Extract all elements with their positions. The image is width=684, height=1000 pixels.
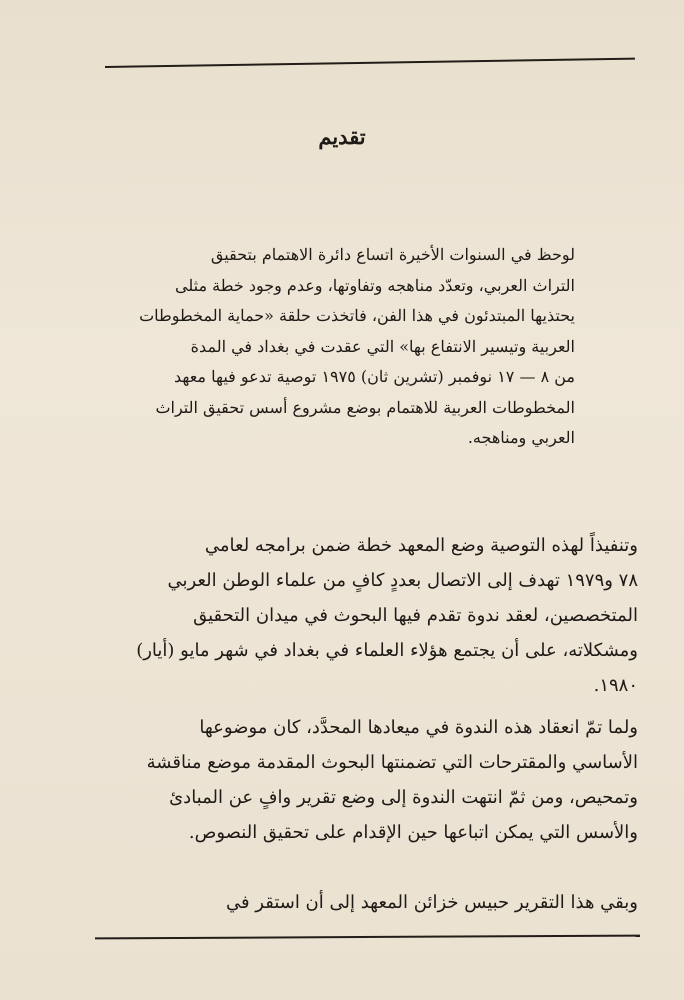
text-line: من ٨ — ١٧ نوفمبر (تشرين ثان) ١٩٧٥ توصية تدعو فيها معهد [173,367,575,386]
text-line: ومشكلاته، على أن يجتمع هؤلاء العلماء في بغداد في شهر مايو (أيار) [136,640,638,661]
top-divider-line [105,58,635,68]
text-line: يحتذيها المبتدئون في هذا الفن، فاتخذت حلقة «حماية المخطوطات [139,306,575,325]
text-line: المخطوطات العربية للاهتمام بوضع مشروع أسس تحقيق التراث [155,397,575,417]
text-line: ١٩٨٠. [593,675,638,696]
bottom-divider-line [95,935,640,940]
page-heading: تقديم [318,124,366,149]
text-line: الأساسي والمقترحات التي تضمنتها البحوث المقدمة موضع مناقشة [146,752,638,773]
text-line: وتنفيذاً لهذه التوصية وضع المعهد خطة ضمن برامجه لعامي [204,535,638,556]
text-line: والأسس التي يمكن اتباعها حين الإقدام على تحقيق النصوص. [188,822,638,843]
text-line: وتمحيص، ومن ثمّ انتهت الندوة إلى وضع تقرير وافٍ عن المبادئ [169,787,638,808]
text-line: المتخصصين، لعقد ندوة تقدم فيها البحوث في ميدان التحقيق [193,605,638,626]
text-line: وبقي هذا التقرير حبيس خزائن المعهد إلى أن استقر في [225,892,638,913]
text-line: التراث العربي، وتعدّد مناهجه وتفاوتها، وعدم وجود خطة مثلى [175,275,575,295]
paragraph-3 [118,710,638,850]
paragraph-1 [120,240,575,454]
text-line: ولما تمّ انعقاد هذه الندوة في ميعادها المحدَّد، كان موضوعها [199,717,638,738]
text-line: العربية وتيسير الانتفاع بها» التي عقدت في بغداد في المدة [190,336,575,356]
paragraph-4 [118,885,638,920]
text-line: ٧٨ و١٩٧٩ تهدف إلى الاتصال بعددٍ كافٍ من علماء الوطن العربي [167,570,638,591]
text-line: العربي ومناهجه. [467,428,575,447]
paragraph-2 [118,528,638,703]
text-line: لوحظ في السنوات الأخيرة اتساع دائرة الاهتمام بتحقيق [210,245,575,264]
